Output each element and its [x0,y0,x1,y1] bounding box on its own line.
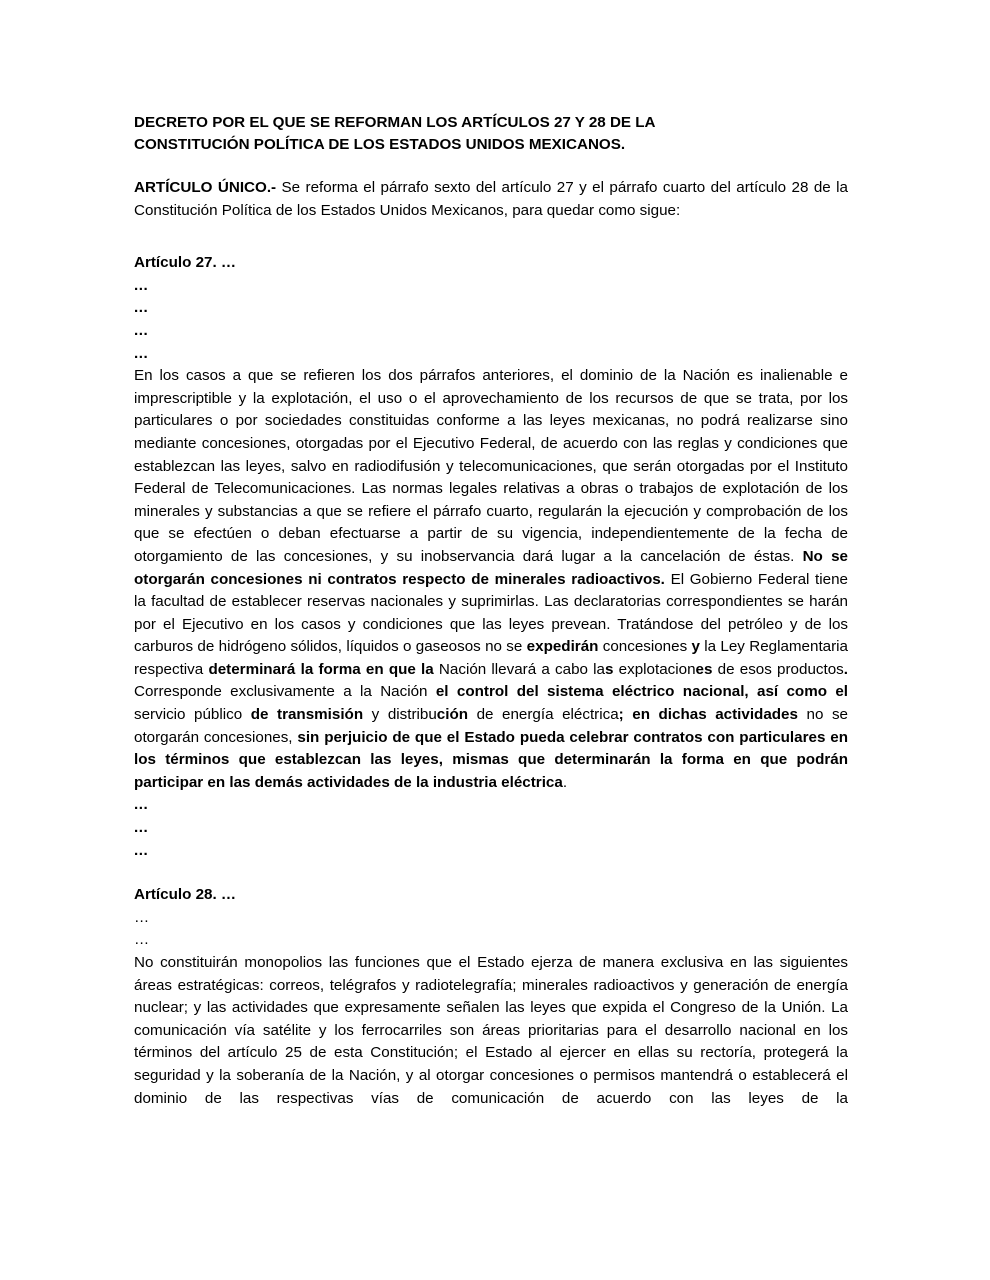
a27-bold-4: determinará la forma en que la [208,660,434,678]
article-27-trailing-ellipsis-2: ... [134,819,149,837]
a27-seg-13: . [562,773,568,791]
a27-bold-9: de transmisión [250,706,364,724]
a27-bold-12: sin perjuicio de que el Estado pueda celebrar contratos con particulares en los términos que establezcan las leyes, mismas que determinarán la forma en que podrán participar en las demás actividades de la industria eléctrica [134,728,848,791]
article-27-ellipsis-2: ... [134,299,149,317]
document-title-line-1: DECRETO POR EL QUE SE REFORMAN LOS ARTÍCULOS 27 Y 28 DE LA [134,114,656,131]
a27-bold-7: . [843,660,848,678]
a27-bold-3: y [691,638,700,656]
spacer [134,862,848,884]
a27-bold-5: s [605,660,614,678]
a27-seg-5: Nación llevará a cabo la [433,660,606,678]
a27-bold-8: el control del sistema eléctrico nacional, así como el [435,683,849,701]
a27-seg-4: la Ley Reglamentaria respectiva [134,638,848,678]
article-27-trailing-ellipsis-3: ... [134,841,149,859]
a27-bold-1: No se otorgarán concesiones ni contratos respecto de minerales radioactivos. [134,547,848,588]
a27-seg-12: no se otorgarán concesiones, [134,706,848,746]
a27-seg-10: y distribu [363,706,437,724]
article-27-ellipsis-1: ... [134,276,149,294]
article-27-ellipsis-4: ... [134,344,149,362]
a27-seg-7: de esos productos [712,660,844,678]
document-body [134,112,848,1133]
a27-seg-11: de energía eléctrica [468,706,619,724]
article-28-heading: Artículo 28. … [134,886,237,904]
a27-bold-2: expedirán [526,638,599,656]
a27-bold-11: ; en dichas actividades [618,706,798,724]
unique-article-label: ARTÍCULO ÚNICO.- [134,179,277,196]
a27-seg-1: En los casos a que se refieren los dos párrafos anteriores, el dominio de la Nación es inalienable e imprescriptible y la explotación, el uso o el aprovechamiento de los recursos de que se trata, por los particulares o por sociedades constituidas conforme a las leyes mexicanas, no podrá realizarse sino mediante concesiones, otorgadas por el Ejecutivo Federal, de acuerdo con las reglas y condiciones que establezcan las leyes, salvo en radiodifusión y telecomunicaciones, que serán otorgadas por el Instituto Federal de Telecomunicaciones. Las normas legales relativas a obras o trabajos de explotación de los minerales y substancias a que se refiere el párrafo cuarto, regularán la ejecución y comprobación de los que se efectúen o deban efectuarse a partir de su vigencia, independientemente de la fecha de otorgamiento de las concesiones, y su inobservancia dará lugar a la cancelación de éstas. [134,367,848,565]
a27-seg-2: El Gobierno Federal tiene la facultad de establecer reservas nacionales y suprimirlas. Las declaratorias correspondientes se harán por el Ejecutivo en los casos y condiciones que las leyes prevean. Tratándose del petróleo y de los carburos de hidrógeno sólidos, líquidos o gaseosos no se [134,570,848,656]
article-27-heading: Artículo 27. … [134,254,237,272]
unique-article-text: Se reforma el párrafo sexto del artículo 27 y el párrafo cuarto del artículo 28 de la Constitución Política de los Estados Unidos Mexicanos, para quedar como sigue: [134,179,848,219]
spacer [134,222,848,252]
a27-bold-10: ción [436,706,469,724]
article-27-ellipsis-3: ... [134,321,149,339]
a27-seg-6: explotacion [613,660,696,678]
article-28-body: No constituirán monopolios las funciones que el Estado ejerza de manera exclusiva en las siguientes áreas estratégicas: correos, telégrafos y radiotelegrafía; minerales radioactivos y generación de energía nuclear; y las actividades que expresamente señalen las leyes que expida el Congreso de la Unión. La comunicación vía satélite y los ferrocarriles son áreas prioritarias para el desarrollo nacional en los términos del artículo 25 de esta Constitución; el Estado al ejercer en ellas su rectoría, protegerá la seguridad y la soberanía de la Nación, y al otorgar concesiones o permisos mantendrá o establecerá el dominio de las respectivas vías de comunicación de acuerdo con las leyes de la [134,954,848,1107]
unique-article-paragraph [134,177,848,222]
article-27-body [134,365,848,794]
document-title [134,112,848,155]
document-title-line-2: CONSTITUCIÓN POLÍTICA DE LOS ESTADOS UNIDOS MEXICANOS. [134,135,626,153]
a27-seg-3: concesiones [598,638,692,656]
article-28-ellipsis-2: … [134,931,150,949]
article-27-trailing-ellipsis-1: ... [134,796,149,814]
a27-seg-8: Corresponde exclusivamente a la Nación [134,683,436,701]
a27-seg-9: servicio público [134,706,251,724]
article-28-ellipsis-1: … [134,908,150,926]
a27-bold-6: es [695,660,713,678]
